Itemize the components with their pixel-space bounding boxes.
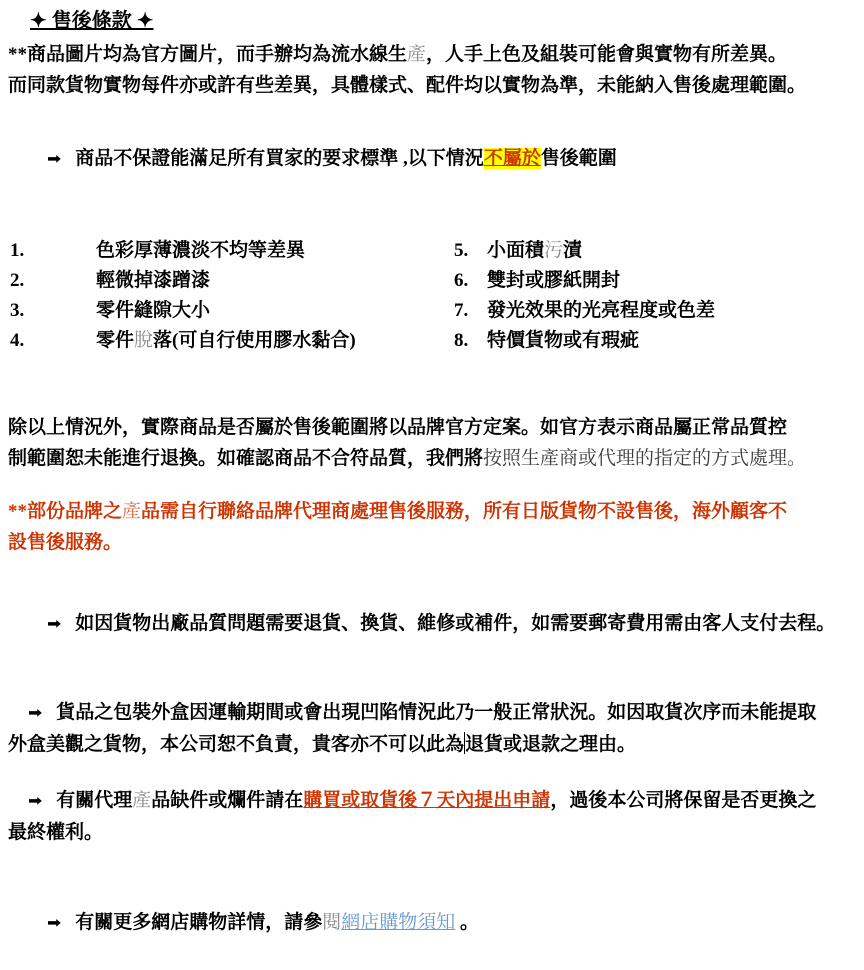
coverage-notice xyxy=(28,112,864,206)
purchase-deadline-link[interactable]: 購買或取貨後７天內提出申請 xyxy=(303,790,551,811)
notice-text: 商品不保證能滿足所有買家的要求標準 ,以下情況 xyxy=(75,148,484,169)
fallback-glyph: 產 xyxy=(122,501,142,522)
defect-line-2: 最終權利。 xyxy=(8,822,104,843)
item-number: 7. xyxy=(454,300,469,321)
item-text: 色彩厚薄濃淡不均等差異 xyxy=(96,240,306,261)
arrow-bullet-icon: ➡ xyxy=(28,704,43,722)
item-text: 漬 xyxy=(563,240,583,261)
list-item xyxy=(10,326,454,356)
clause-text: 有關更多網店購物詳情，請參 xyxy=(75,912,323,933)
item-text: 小面積 xyxy=(487,240,545,261)
item-text: 輕微掉漆蹭漆 xyxy=(96,270,211,291)
packaging-line-2 xyxy=(8,729,864,760)
brand-agent-warning xyxy=(8,496,864,558)
item-text: 雙封或膠紙開封 xyxy=(487,270,621,291)
arrow-bullet-icon: ➡ xyxy=(47,914,62,932)
fallback-glyph: 產 xyxy=(407,44,427,65)
clause-text: 有關代理 xyxy=(56,790,133,811)
item-number: 3. xyxy=(10,300,25,321)
list-item xyxy=(454,266,715,296)
not-covered-highlight: 不屬於 xyxy=(483,148,541,169)
list-item xyxy=(454,326,715,356)
more-info-clause xyxy=(8,876,864,970)
intro-text: **商品圖片均為官方圖片，而手辦均為流水線生 xyxy=(8,44,408,65)
official-decision-paragraph xyxy=(8,412,864,474)
list-item xyxy=(10,236,454,266)
list-item xyxy=(454,296,715,326)
fallback-glyph: 脫 xyxy=(134,330,154,351)
item-text: 發光效果的光亮程度或色差 xyxy=(487,300,716,321)
page-title: ✦ 售後條款 ✦ xyxy=(30,10,154,32)
shipping-cost-clause xyxy=(8,577,864,671)
item-number: 2. xyxy=(10,270,25,291)
arrow-bullet-icon: ➡ xyxy=(47,615,62,633)
item-number: 1. xyxy=(10,240,25,261)
warning-text: **部份品牌之 xyxy=(8,501,123,522)
list-item xyxy=(10,296,454,326)
list-item xyxy=(10,266,454,296)
exclusion-list-right-column xyxy=(454,236,715,356)
warning-line-1 xyxy=(8,496,864,527)
fallback-glyph: 閱 xyxy=(322,912,342,933)
exclusion-list-left-column xyxy=(10,236,454,356)
clause-text: 貨品之包裝外盒因運輸期間或會出現凹陷情況此乃一般正常狀況。如因取貨次序而未能提取 xyxy=(56,702,817,723)
item-number: 6. xyxy=(454,270,469,291)
packaging-dent-clause xyxy=(8,697,864,760)
policy-line-1: 除以上情況外，實際商品是否屬於售後範圍將以品牌官方定案。如官方表示商品屬正常品質控 xyxy=(8,417,788,438)
clause-text: 品缺件或爛件請在 xyxy=(151,790,304,811)
intro-paragraph xyxy=(8,39,864,101)
warning-text: 品需自行聯絡品牌代理商處理售後服務，所有日版貨物不設售後，海外顧客不 xyxy=(141,501,788,522)
exclusion-list xyxy=(10,236,864,356)
store-shopping-notice-link[interactable]: 網店購物須知 xyxy=(341,912,456,933)
clause-text: 。 xyxy=(455,912,480,933)
clause-text: ，過後本公司將保留是否更換之 xyxy=(550,790,817,811)
item-number: 8. xyxy=(454,330,469,351)
intro-line-2: 而同款貨物實物每件亦或許有些差異，具體樣式、配件均以實物為準，未能納入售後處理範圍。 xyxy=(8,75,807,96)
item-number: 5. xyxy=(454,240,469,261)
item-text: 零件縫隙大小 xyxy=(96,300,211,321)
notice-text: 售後範圍 xyxy=(540,148,617,169)
item-text: 落(可自行使用膠水黏合) xyxy=(153,330,356,351)
clause-text: 如因貨物出廠品質問題需要退貨、換貨、維修或補件，如需要郵寄費用需由客人支付去程。 xyxy=(75,613,836,634)
item-text: 零件 xyxy=(96,330,135,351)
policy-text: 制範圍恕未能進行退換。如確認商品不合符品質，我們將 xyxy=(8,448,484,469)
arrow-bullet-icon: ➡ xyxy=(47,150,62,168)
item-number: 4. xyxy=(10,330,25,351)
clause-text: 外盒美觀之貨物，本公司恕不負責，貴客亦不可以此為 xyxy=(8,734,465,755)
fallback-glyph: 污 xyxy=(544,240,564,261)
warning-line-2: 設售後服務。 xyxy=(8,532,123,553)
policy-text-light: 按照生產商或代理的指定的方式處理。 xyxy=(483,448,807,469)
policy-line-2 xyxy=(8,443,864,474)
defect-claim-clause xyxy=(8,785,864,848)
list-item xyxy=(454,236,715,266)
item-text: 特價貨物或有瑕疵 xyxy=(487,330,640,351)
defect-line-1 xyxy=(8,785,864,817)
packaging-line-1 xyxy=(8,697,864,729)
intro-text: ，人手上色及組裝可能會與實物有所差異。 xyxy=(426,44,788,65)
clause-text: 退貨或退款之理由。 xyxy=(465,734,637,755)
intro-line-1 xyxy=(8,39,864,70)
arrow-bullet-icon: ➡ xyxy=(28,792,43,810)
fallback-glyph: 產 xyxy=(132,790,152,811)
